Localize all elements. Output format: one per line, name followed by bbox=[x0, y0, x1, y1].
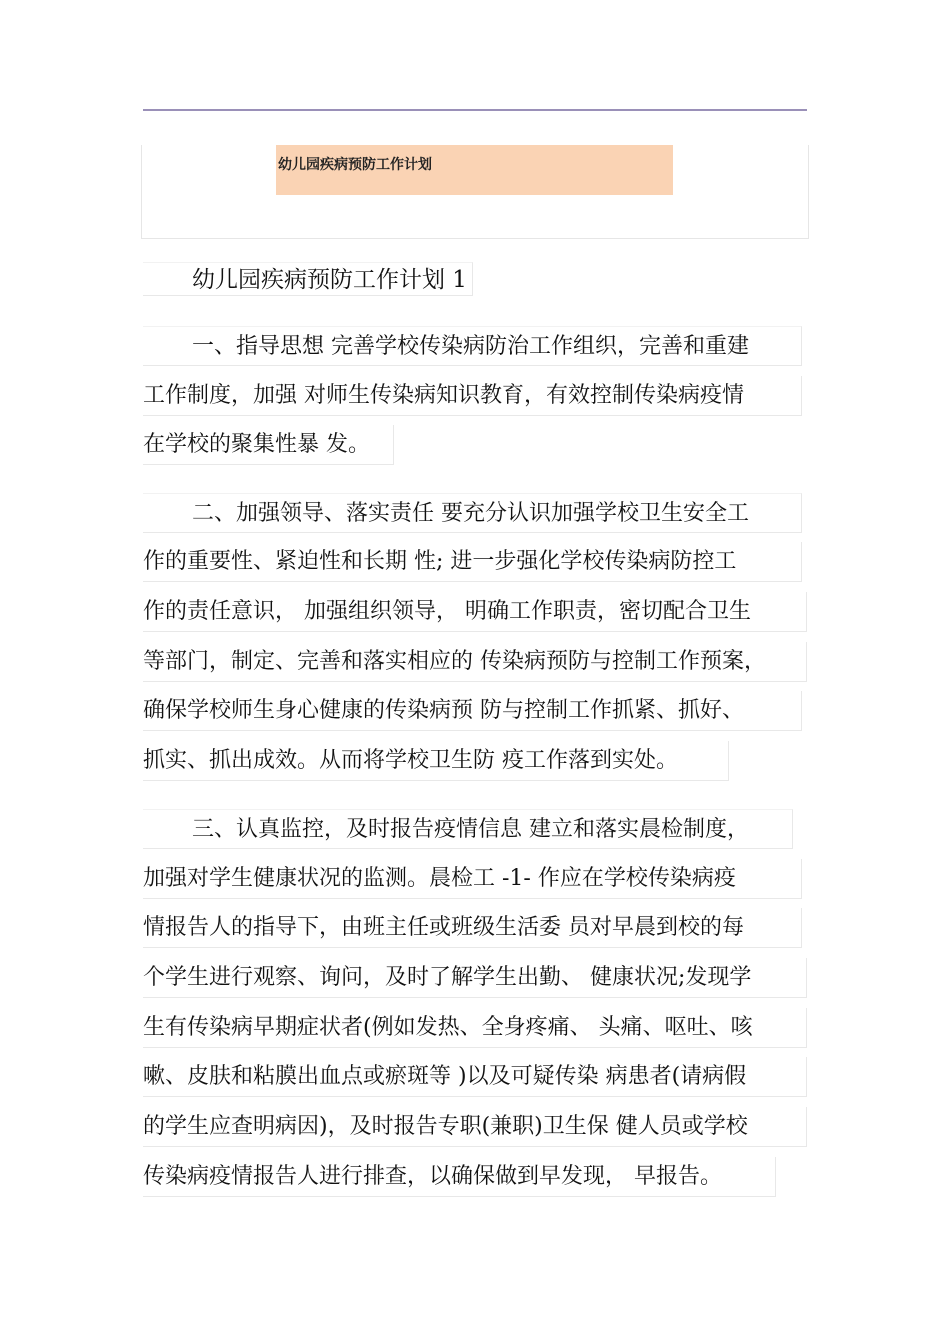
paragraph-line: 抓实、抓出成效。从而将学校卫生防 疫工作落到实处。 bbox=[143, 741, 729, 781]
paragraph-line: 一、指导思想 完善学校传染病防治工作组织，完善和重建 bbox=[143, 326, 802, 366]
paragraph-line: 确保学校师生身心健康的传染病预 防与控制工作抓紧、抓好、 bbox=[143, 691, 802, 731]
top-divider bbox=[143, 109, 807, 111]
paragraph-line: 等部门，制定、完善和落实相应的 传染病预防与控制工作预案， bbox=[143, 642, 807, 682]
paragraph-line: 个学生进行观察、询问，及时了解学生出勤、 健康状况;发现学 bbox=[143, 958, 807, 998]
paragraph-line: 二、加强领导、落实责任 要充分认识加强学校卫生安全工 bbox=[143, 493, 802, 533]
paragraph-line: 作的责任意识， 加强组织领导， 明确工作职责，密切配合卫生 bbox=[143, 592, 807, 632]
paragraph-line: 三、认真监控，及时报告疫情信息 建立和落实晨检制度， bbox=[143, 809, 793, 849]
paragraph-line: 情报告人的指导下，由班主任或班级生活委 员对早晨到校的每 bbox=[143, 908, 802, 948]
paragraph-line: 的学生应查明病因)，及时报告专职(兼职)卫生保 健人员或学校 bbox=[143, 1107, 807, 1147]
paragraph-line: 传染病疫情报告人进行排查，以确保做到早发现， 早报告。 bbox=[143, 1157, 776, 1197]
document-heading: 幼儿园疾病预防工作计划 1 bbox=[143, 262, 473, 296]
paragraph-line: 加强对学生健康状况的监测。晨检工 -1- 作应在学校传染病疫 bbox=[143, 859, 802, 899]
paragraph-line: 作的重要性、紧迫性和长期 性; 进一步强化学校传染病防控工 bbox=[143, 542, 802, 582]
paragraph-line: 嗽、皮肤和粘膜出血点或瘀斑等 )以及可疑传染 病患者(请病假 bbox=[143, 1057, 807, 1097]
header-title: 幼儿园疾病预防工作计划 bbox=[278, 157, 432, 173]
paragraph-line: 工作制度，加强 对师生传染病知识教育，有效控制传染病疫情 bbox=[143, 376, 802, 416]
paragraph-line: 生有传染病早期症状者(例如发热、全身疼痛、 头痛、呕吐、咳 bbox=[143, 1008, 807, 1048]
paragraph-line: 在学校的聚集性暴 发。 bbox=[143, 425, 394, 465]
